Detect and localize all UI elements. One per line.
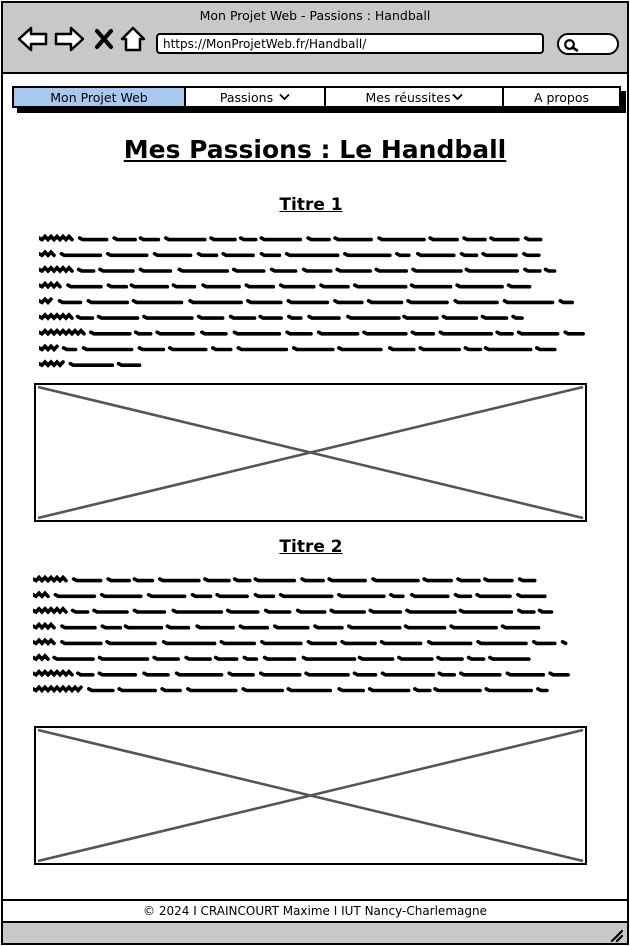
chevron-down-icon bbox=[452, 93, 463, 101]
text-line-placeholder bbox=[33, 593, 545, 596]
search-icon[interactable] bbox=[563, 38, 579, 52]
text-line-placeholder bbox=[39, 284, 530, 287]
paragraph-placeholder bbox=[33, 572, 585, 698]
section-title: Titre 2 bbox=[279, 537, 343, 557]
page-title: Mes Passions : Le Handball bbox=[123, 135, 507, 164]
nav-item-passions[interactable] bbox=[186, 88, 326, 106]
text-line-placeholder bbox=[39, 236, 541, 239]
browser-toolbar bbox=[3, 3, 627, 74]
nav-item-reussites[interactable] bbox=[326, 88, 504, 106]
text-line-placeholder bbox=[33, 687, 547, 690]
text-line-placeholder bbox=[39, 362, 140, 365]
text-line-placeholder bbox=[33, 656, 529, 659]
text-line-placeholder bbox=[39, 268, 555, 271]
text-line-placeholder bbox=[39, 315, 522, 318]
chevron-down-icon bbox=[279, 93, 290, 101]
section-title: Titre 1 bbox=[279, 195, 343, 215]
search-field[interactable] bbox=[557, 33, 619, 55]
forward-arrow-icon[interactable] bbox=[53, 25, 85, 53]
nav-item-apropos[interactable] bbox=[504, 88, 619, 106]
nav-item-home[interactable] bbox=[14, 88, 186, 106]
image-placeholder bbox=[34, 726, 587, 865]
text-line-placeholder bbox=[39, 299, 572, 302]
text-line-placeholder bbox=[33, 577, 535, 580]
text-line-placeholder bbox=[39, 346, 555, 349]
window-title: Mon Projet Web - Passions : Handball bbox=[199, 8, 431, 23]
text-line-placeholder bbox=[33, 625, 546, 628]
close-icon[interactable] bbox=[93, 25, 115, 53]
text-line-placeholder bbox=[33, 640, 566, 643]
image-placeholder-cross bbox=[36, 385, 585, 520]
text-line-placeholder bbox=[39, 331, 583, 334]
paragraph-placeholder bbox=[39, 231, 591, 371]
back-arrow-icon[interactable] bbox=[17, 25, 49, 53]
url-input[interactable]: https://MonProjetWeb.fr/Handball/ bbox=[156, 33, 544, 54]
text-line-placeholder bbox=[39, 252, 539, 255]
status-bar bbox=[3, 923, 627, 945]
text-line-placeholder bbox=[33, 672, 575, 675]
home-icon[interactable] bbox=[120, 25, 146, 53]
nav-item-label: A propos bbox=[533, 89, 590, 105]
resize-grip-icon[interactable] bbox=[609, 928, 623, 942]
page-footer: © 2024 I CRAINCOURT Maxime I IUT Nancy-Charlemagne bbox=[3, 899, 627, 923]
image-placeholder-cross bbox=[36, 728, 585, 863]
nav-item-label: Passions bbox=[219, 89, 274, 105]
nav-item-label: Mes réussites bbox=[365, 89, 451, 105]
browser-window bbox=[1, 1, 629, 945]
nav-item-label: Mon Projet Web bbox=[50, 89, 148, 105]
main-nav bbox=[12, 86, 621, 108]
image-placeholder bbox=[34, 383, 587, 522]
text-line-placeholder bbox=[33, 609, 552, 612]
